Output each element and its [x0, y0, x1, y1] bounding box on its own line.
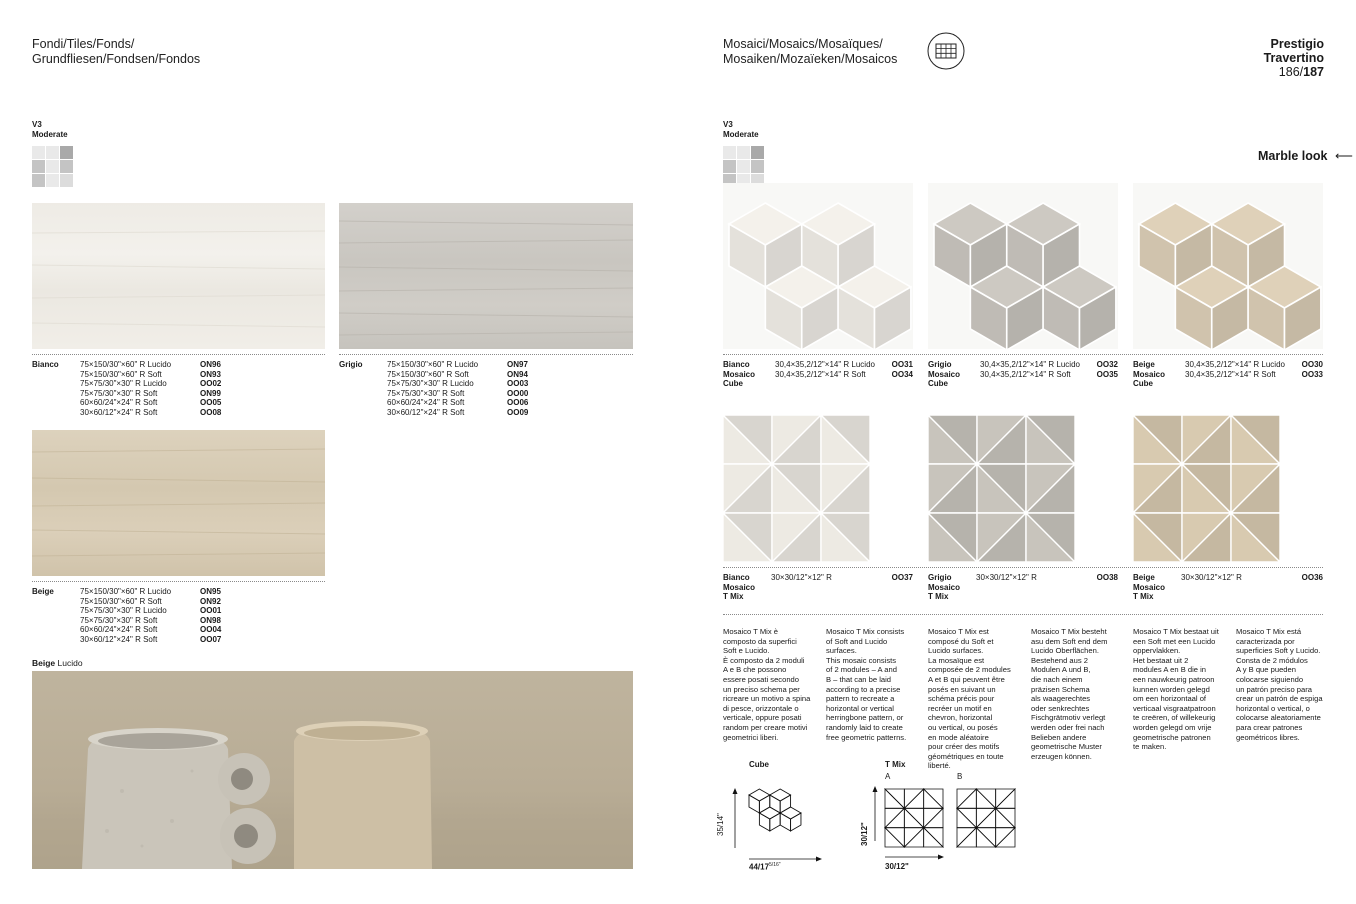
mosaic-icon — [927, 32, 965, 70]
divider — [32, 581, 325, 582]
tmix-diagram — [870, 785, 1020, 865]
left-variation-label — [32, 120, 68, 139]
tile-image-bianco — [32, 203, 325, 349]
tmix-triangle — [957, 828, 976, 847]
tmix-triangle — [996, 808, 1015, 827]
cube-face — [770, 789, 791, 801]
tmix-triangle — [976, 789, 995, 808]
variation-code: V3 — [723, 120, 733, 129]
mosaic-sizes: 30×30/12"×12" R — [976, 573, 1037, 582]
tmix-diagram-title: T Mix — [885, 760, 906, 769]
mosaic-name: Grigio Mosaico Cube — [928, 360, 961, 388]
description-de: Mosaico T Mix besteht asu dem Soft end dem Lucido Oberflächen. Bestehend aus 2 Modulen A und B, die nach einem präzisen Schema als waagerechtes oder senkrechtes Fischgrätmotiv verlegt werden oder frei nach Belieben andere geometrische Muster erzeugen können. — [1031, 627, 1108, 761]
variation-label: Moderate — [723, 129, 759, 139]
tmix-mosaic-image-bianco — [723, 415, 870, 562]
module-a-label: A — [885, 772, 891, 781]
lifestyle-photo — [32, 671, 633, 869]
mosaic-codes: OO38 — [1096, 573, 1118, 582]
module-b-label: B — [957, 772, 963, 781]
brand-line2: Travertino — [1263, 51, 1324, 65]
arrow-left-icon: ⟵ — [1334, 149, 1353, 163]
tmix-triangle — [924, 808, 943, 827]
variation-swatch — [32, 146, 73, 187]
description-fr: Mosaico T Mix est composé du Soft et Lucido surfaces. La mosaïque est composée de 2 modules A et B qui peuvent être posés en suivant un schéma précis pour recréer un motif en chevron, horizontal ou vertical, ou posés en mode aléatoire pour créer des motifs géométriques en toute liberté. — [928, 627, 1011, 771]
tmix-mosaic-image-beige — [1133, 415, 1280, 562]
tmix-triangle — [957, 789, 976, 808]
cube-spec-bianco — [723, 360, 913, 392]
tmix-spec-beige — [1133, 573, 1323, 605]
tile-codes: ON97 ON94 OO03 OO00 OO06 OO09 — [507, 360, 529, 417]
variation-swatch — [723, 146, 764, 187]
tmix-triangle — [885, 808, 904, 827]
divider — [339, 354, 633, 355]
page-numbers: 186/187 — [1278, 65, 1324, 79]
mosaic-codes: OO31 OO34 — [891, 360, 913, 379]
mosaic-sizes: 30×30/12"×12" R — [771, 573, 832, 582]
tmix-triangle — [976, 828, 995, 847]
mosaic-codes: OO37 — [891, 573, 913, 582]
tile-spec-beige — [32, 587, 325, 647]
right-page-header: Mosaici/Mosaics/Mosaïques/ Mosaiken/Mozaïeken/Mosaicos — [723, 37, 898, 66]
mosaic-name: Beige Mosaico T Mix — [1133, 573, 1166, 601]
tile-codes: ON95 ON92 OO01 ON98 OO04 OO07 — [200, 587, 222, 644]
tmix-triangle — [957, 808, 976, 827]
brand-line1: Prestigio — [1270, 37, 1324, 51]
left-page-header: Fondi/Tiles/Fonds/ Grundfliesen/Fondsen/Fondos — [32, 37, 201, 66]
tmix-triangle — [904, 828, 923, 847]
divider — [723, 567, 1323, 568]
cube-height-label: 35/14" — [716, 813, 725, 836]
tmix-mosaic-image-grigio — [928, 415, 1075, 562]
cube-spec-beige — [1133, 360, 1323, 392]
cube-mosaic-image-grigio — [928, 183, 1118, 349]
tile-sizes: 75×150/30"×60" R Lucido 75×150/30"×60" R Soft 75×75/30"×30" R Lucido 75×75/30"×30" R Soft 60×60/24"×24" R Soft 30×60/12"×24" R Soft — [80, 587, 172, 644]
tmix-spec-grigio — [928, 573, 1118, 605]
tmix-triangle — [976, 808, 995, 827]
photo-caption: Beige Lucido — [32, 658, 83, 668]
description-it: Mosaico T Mix è composto da superfici Soft e Lucido. È composto da 2 moduli A e B che possono essere posati secondo un preciso schema per ricreare un motivo a spina di pesce, orizzontale o verticale, oppure posati random per creare motivi geometrici liberi. — [723, 627, 811, 742]
mosaic-sizes: 30,4×35,2/12"×14" R Lucido 30,4×35,2/12"×14" R Soft — [1185, 360, 1285, 379]
cube-face — [749, 789, 770, 801]
cube-mosaic-image-beige — [1133, 183, 1323, 349]
mosaic-name: Bianco Mosaico Cube — [723, 360, 756, 388]
cube-face — [770, 813, 780, 831]
tmix-width-label: 30/12" — [885, 862, 909, 871]
cube-face — [759, 807, 780, 819]
tile-sizes: 75×150/30"×60" R Lucido 75×150/30"×60" R Soft 75×75/30"×30" R Lucido 75×75/30"×30" R Soft 60×60/24"×24" R Soft 30×60/12"×24" R Soft — [387, 360, 479, 417]
tile-sizes: 75×150/30"×60" R Lucido 75×150/30"×60" R Soft 75×75/30"×30" R Lucido 75×75/30"×30" R Soft 60×60/24"×24" R Soft 30×60/12"×24" R Soft — [80, 360, 172, 417]
cube-spec-grigio — [928, 360, 1118, 392]
mosaic-name: Grigio Mosaico T Mix — [928, 573, 961, 601]
divider — [32, 354, 325, 355]
mosaic-codes: OO32 OO35 — [1096, 360, 1118, 379]
mosaic-codes: OO30 OO33 — [1301, 360, 1323, 379]
cube-face — [759, 813, 769, 831]
mosaic-sizes: 30,4×35,2/12"×14" R Lucido 30,4×35,2/12"×14" R Soft — [980, 360, 1080, 379]
mosaic-name: Beige Mosaico Cube — [1133, 360, 1166, 388]
divider — [723, 354, 1323, 355]
description-nl: Mosaico T Mix bestaat uit een Soft met een Lucido oppervlakken. Het bestaat uit 2 modules A en B die in een nauwkeurig patroon kunnen worden gelegd om een horizontaal of verticaal visgraatpatroon te creëren, of willekeurig worden gelegd om vrije geometrische patronen te maken. — [1133, 627, 1219, 752]
cube-face — [780, 807, 801, 819]
tile-name: Bianco — [32, 360, 59, 369]
tile-codes: ON96 ON93 OO02 ON99 OO05 OO08 — [200, 360, 222, 417]
variation-label: Moderate — [32, 129, 68, 139]
tile-image-grigio — [339, 203, 633, 349]
cube-mosaic-image-bianco — [723, 183, 913, 349]
mosaic-codes: OO36 — [1301, 573, 1323, 582]
tile-image-beige — [32, 430, 325, 576]
cube-diagram — [723, 775, 833, 875]
right-variation-label — [723, 120, 759, 139]
mosaic-sizes: 30,4×35,2/12"×14" R Lucido 30,4×35,2/12"×14" R Soft — [775, 360, 875, 379]
cube-face — [749, 795, 759, 813]
tmix-triangle — [924, 789, 943, 808]
divider — [723, 614, 1323, 615]
tmix-triangle — [924, 828, 943, 847]
cube-face — [791, 813, 801, 831]
tmix-triangle — [904, 789, 923, 808]
brand-block — [1264, 37, 1324, 79]
description-es: Mosaico T Mix está caracterizada por superficies Soft y Lucido. Consta de 2 módulos A y B que pueden colocarse siguiendo un patrón preciso para crear un patrón de espiga horizontal o vertical, o colocarse aleatoriamente para crear patrones geométricos libres. — [1236, 627, 1323, 742]
tmix-triangle — [904, 808, 923, 827]
tmix-spec-bianco — [723, 573, 913, 605]
tile-spec-bianco — [32, 360, 325, 420]
tmix-triangle — [885, 789, 904, 808]
description-en: Mosaico T Mix consists of Soft and Lucido surfaces. This mosaic consists of 2 modules – A and B – that can be laid according to a precise pattern to recreate a horizontal or vertical herringbone pattern, or randomly laid to create free geometric patterns. — [826, 627, 907, 742]
tmix-triangle — [996, 789, 1015, 808]
tile-spec-grigio — [339, 360, 633, 420]
tmix-height-label: 30/12" — [860, 822, 869, 846]
tmix-triangle — [996, 828, 1015, 847]
marble-look-label: Marble look — [1258, 149, 1328, 163]
cube-width-label: $44/17^{5/16"}$ — [749, 862, 781, 872]
mosaic-sizes: 30×30/12"×12" R — [1181, 573, 1242, 582]
marble-look-link[interactable] — [1258, 148, 1353, 163]
variation-code: V3 — [32, 120, 42, 129]
mosaic-name: Bianco Mosaico T Mix — [723, 573, 756, 601]
tile-name: Beige — [32, 587, 54, 596]
tmix-triangle — [885, 828, 904, 847]
cube-face — [780, 813, 790, 831]
cube-diagram-title: Cube — [749, 760, 769, 769]
tile-name: Grigio — [339, 360, 363, 369]
